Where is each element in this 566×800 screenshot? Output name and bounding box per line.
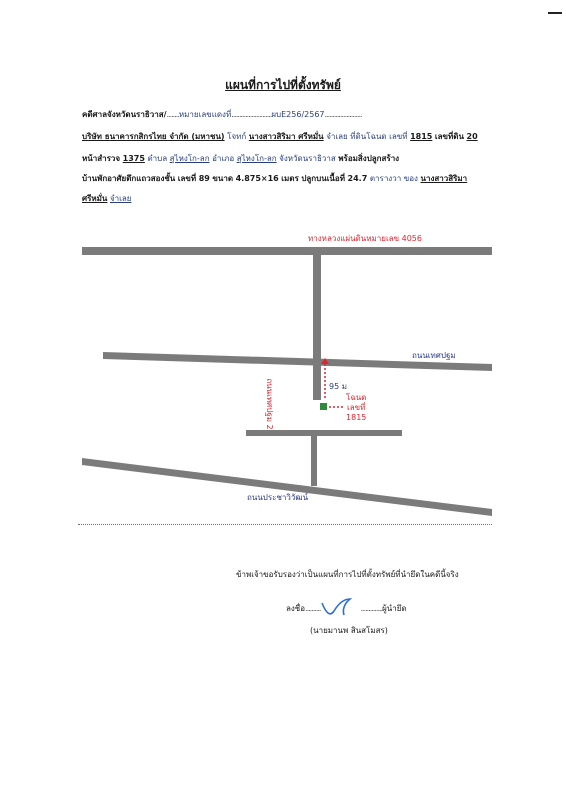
district-label: อำเภอ — [212, 154, 235, 163]
thetsapathum-2-road-label: ถนนเทศปฐม 2 — [265, 378, 274, 430]
highway-4056-road — [82, 247, 492, 255]
deed-number: 1815 — [410, 132, 433, 141]
red-case-label: หมายเลขแดงที่ — [178, 110, 232, 119]
survey-number: 1375 — [122, 154, 145, 163]
case-line: คดีศาลจังหวัดนราธิวาส/........หมายเลขแดงที่..........................ผบE256/2567........................ — [82, 110, 362, 119]
highway-label: ทางหลวงแผ่นดินหมายเลข 4056 — [308, 234, 422, 243]
land-label: ที่ดินโฉนด เลขที่ — [350, 132, 408, 141]
province-name: จังหวัดนราธิวาส — [279, 154, 336, 163]
case-number: ผบE256/2567 — [271, 110, 325, 119]
size-label: ขนาด — [212, 174, 234, 183]
prachawiwat-road — [82, 458, 492, 516]
parcel-number: 20 — [466, 132, 478, 141]
subdistrict-name: สุไหงโก-ลก — [169, 154, 210, 163]
plot-label-number: เลขที่ — [347, 403, 366, 412]
district-name: สุไหงโก-ลก — [236, 154, 277, 163]
thetsapathum-2-road — [313, 255, 321, 400]
plot-label-value: 1815 — [346, 413, 367, 422]
court-label: คดีศาลจังหวัดนราธิวาส/ — [82, 110, 167, 119]
survey-label: หน้าสำรวจ — [82, 154, 121, 163]
subdistrict-label: ตำบล — [147, 154, 168, 163]
prachawiwat-road-label: ถนนประชาวิวัฒน์ — [247, 493, 309, 502]
owner-last-name: ศรีหมั่น — [82, 194, 108, 203]
owner-role: จำเลย — [109, 194, 132, 203]
signer-name: (นายมานพ สินสโมสร) — [310, 626, 388, 635]
plot-label-deed: โฉนด — [346, 393, 367, 402]
building-note: พร้อมสิ่งปลูกสร้าง — [338, 154, 400, 163]
plot-marker — [320, 403, 327, 410]
owner-label: ของ — [403, 174, 418, 183]
owner-first-name: นางสาวสิริมา — [420, 174, 468, 183]
connector-road — [311, 436, 317, 486]
defendant-name: นางสาวสิริมา ศรีหมั่น — [248, 132, 324, 141]
area-label: ปลูกบนเนื้อที่ — [301, 174, 345, 183]
divider — [78, 524, 492, 525]
size-value: 4.875×16 — [235, 174, 279, 183]
house-number: 89 — [198, 174, 210, 183]
certification-statement: ข้าพเจ้าขอรับรองว่าเป็นแผนที่การไปที่ตั้งทรัพย์ที่นำยึดในคดีนี้จริง — [236, 570, 459, 579]
parcel-label: เลขที่ดิน — [434, 132, 464, 141]
plot-label — [346, 393, 366, 423]
sign-prefix: ลงชื่อ — [286, 604, 306, 613]
sign-suffix: ผู้นำยึด — [382, 604, 407, 613]
area-value: 24.7 — [347, 174, 368, 183]
document-title: แผนที่การไปที่ตั้งทรัพย์ — [225, 78, 341, 92]
thetsapathum-road-label: ถนนเทศปฐม — [412, 351, 456, 360]
house-number-label: เลขที่ — [177, 174, 197, 183]
signature-icon — [320, 597, 360, 619]
distance-label: 95 ม — [329, 382, 347, 391]
area-unit: ตารางวา — [369, 174, 402, 183]
size-unit: เมตร — [281, 174, 299, 183]
plaintiff-role: โจทก์ — [227, 132, 247, 141]
building-type: บ้านพักอาศัยตึกแถวสองชั้น — [82, 174, 176, 183]
plaintiff-name: บริษัท ธนาคารกสิกรไทย จำกัด (มหาชน) — [82, 132, 225, 141]
signature-row: ลงชื่อ.......... ..............ผู้นำยึด — [286, 597, 407, 619]
defendant-role: จำเลย — [326, 132, 348, 141]
